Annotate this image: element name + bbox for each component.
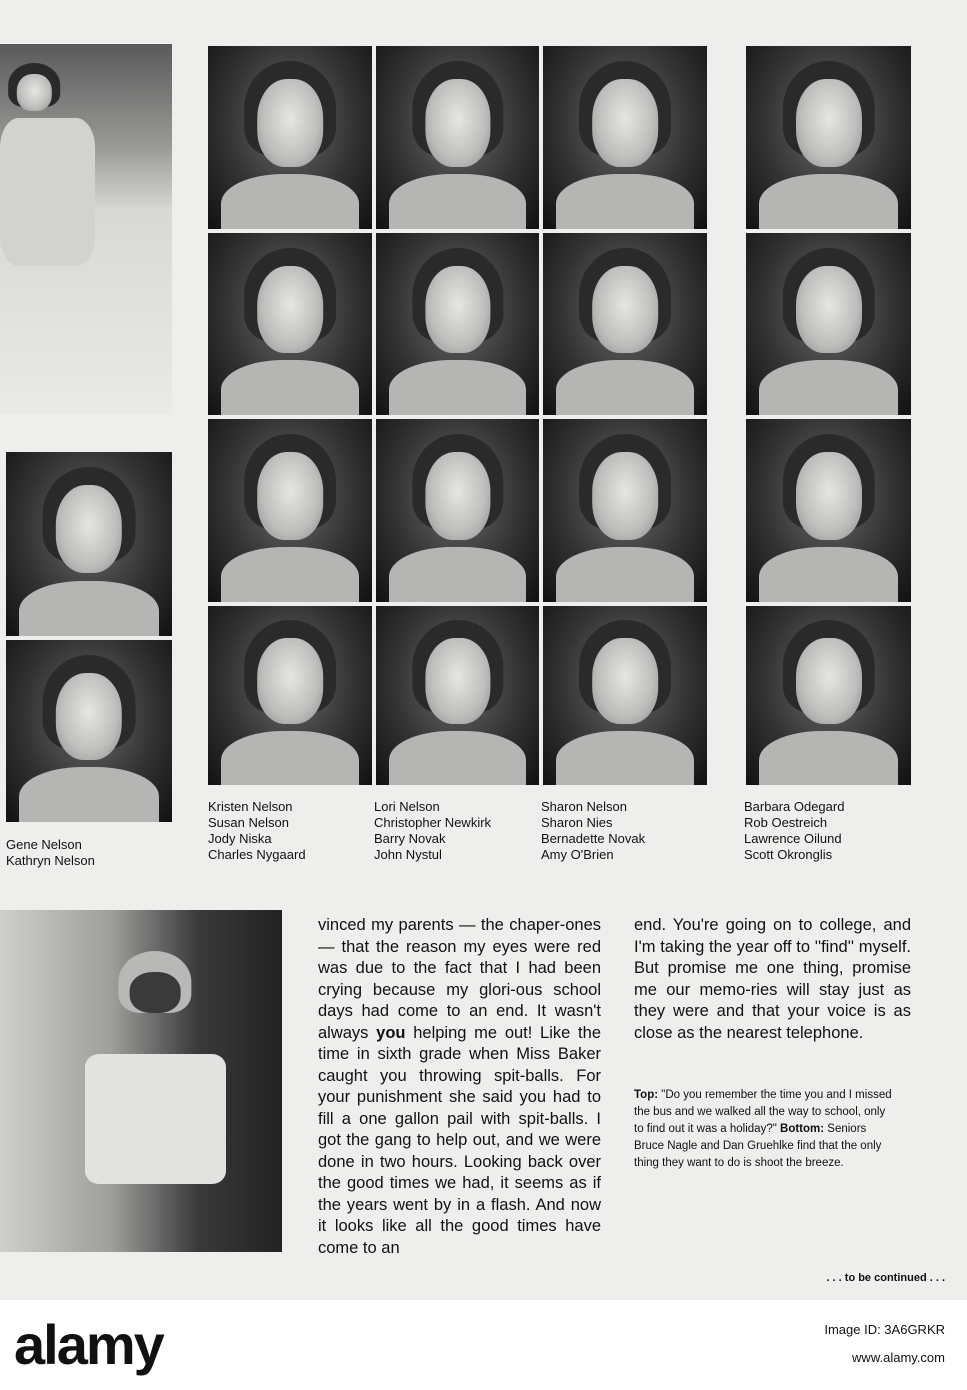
portrait-photo xyxy=(746,606,911,785)
photo-caption: Top: "Do you remember the time you and I missed the bus and we walked all the way to school, only to find out it was a holiday?" Bottom: Seniors Bruce Nagle and Dan Gruehlke find that the only thing they want to do is shoot the breeze. xyxy=(634,1089,892,1169)
senior-name: Lori Nelson xyxy=(374,799,440,814)
alamy-logo: alamy xyxy=(14,1313,163,1376)
senior-name: Bernadette Novak xyxy=(541,831,646,846)
name-list xyxy=(208,799,306,863)
story-text: end. You're going on to college, and I'm taking the year off to ''find'' myself. But promise me one thing, promise me our memo-ries will stay just as they were and that your voice is as close as the nearest telephone. xyxy=(634,916,911,1042)
senior-name: Charles Nygaard xyxy=(208,847,306,862)
senior-name: Susan Nelson xyxy=(208,815,289,830)
senior-name: John Nystul xyxy=(374,847,442,862)
continued-note: . . . to be continued . . . xyxy=(826,1272,945,1284)
portrait-photo xyxy=(376,233,539,415)
portrait-photo xyxy=(6,640,172,822)
portrait-photo xyxy=(208,606,372,785)
senior-name: Sharon Nelson xyxy=(541,799,627,814)
senior-name: Lawrence Oilund xyxy=(744,831,842,846)
senior-name: Rob Oestreich xyxy=(744,815,828,830)
senior-name: Jody Niska xyxy=(208,831,272,846)
portrait-photo xyxy=(6,452,172,636)
senior-name: Gene Nelson xyxy=(6,837,82,852)
story-text: vinced my parents — the chaper-ones — that the reason my eyes were red was due to the fact that I had been crying because my glori-ous school days had come to an end. It wasn't always you helping me out! Like the time in sixth grade when Miss Baker caught you throwing spit-balls. For your punishment she said you had to fill a one gallon pail with spit-balls. I got the gang to help out, and we were done in two hours. Looking back over the good times we had, it seems as if the years went by in a flash. And now it looks like all the good times have come to an xyxy=(318,916,601,1257)
portrait-photo xyxy=(746,233,911,415)
portrait-photo xyxy=(376,606,539,785)
portrait-photo xyxy=(376,46,539,229)
portrait-photo xyxy=(543,233,707,415)
name-list xyxy=(744,799,844,863)
portrait-photo xyxy=(376,419,539,602)
portrait-photo xyxy=(746,419,911,602)
senior-name: Sharon Nies xyxy=(541,815,613,830)
senior-name: Kathryn Nelson xyxy=(6,853,95,868)
portrait-photo xyxy=(543,419,707,602)
story-column-1 xyxy=(318,915,601,1259)
portrait-photo xyxy=(543,46,707,229)
senior-name: Kristen Nelson xyxy=(208,799,293,814)
candid-photo-snow xyxy=(0,44,172,414)
name-list xyxy=(374,799,491,863)
senior-name: Amy O'Brien xyxy=(541,847,614,862)
site-url: www.alamy.com xyxy=(852,1350,945,1365)
portrait-photo xyxy=(208,46,372,229)
portrait-photo xyxy=(543,606,707,785)
portrait-photo xyxy=(208,419,372,602)
portrait-photo xyxy=(208,233,372,415)
name-list xyxy=(541,799,645,863)
senior-name: Barry Novak xyxy=(374,831,446,846)
candid-photo-indoor xyxy=(0,910,282,1252)
senior-name: Scott Okronglis xyxy=(744,847,833,862)
senior-name: Barbara Odegard xyxy=(744,799,845,814)
portrait-photo xyxy=(746,46,911,229)
senior-name: Christopher Newkirk xyxy=(374,815,492,830)
image-id: Image ID: 3A6GRKR xyxy=(824,1322,945,1337)
name-list xyxy=(6,837,95,869)
story-column-2 xyxy=(634,915,911,1044)
